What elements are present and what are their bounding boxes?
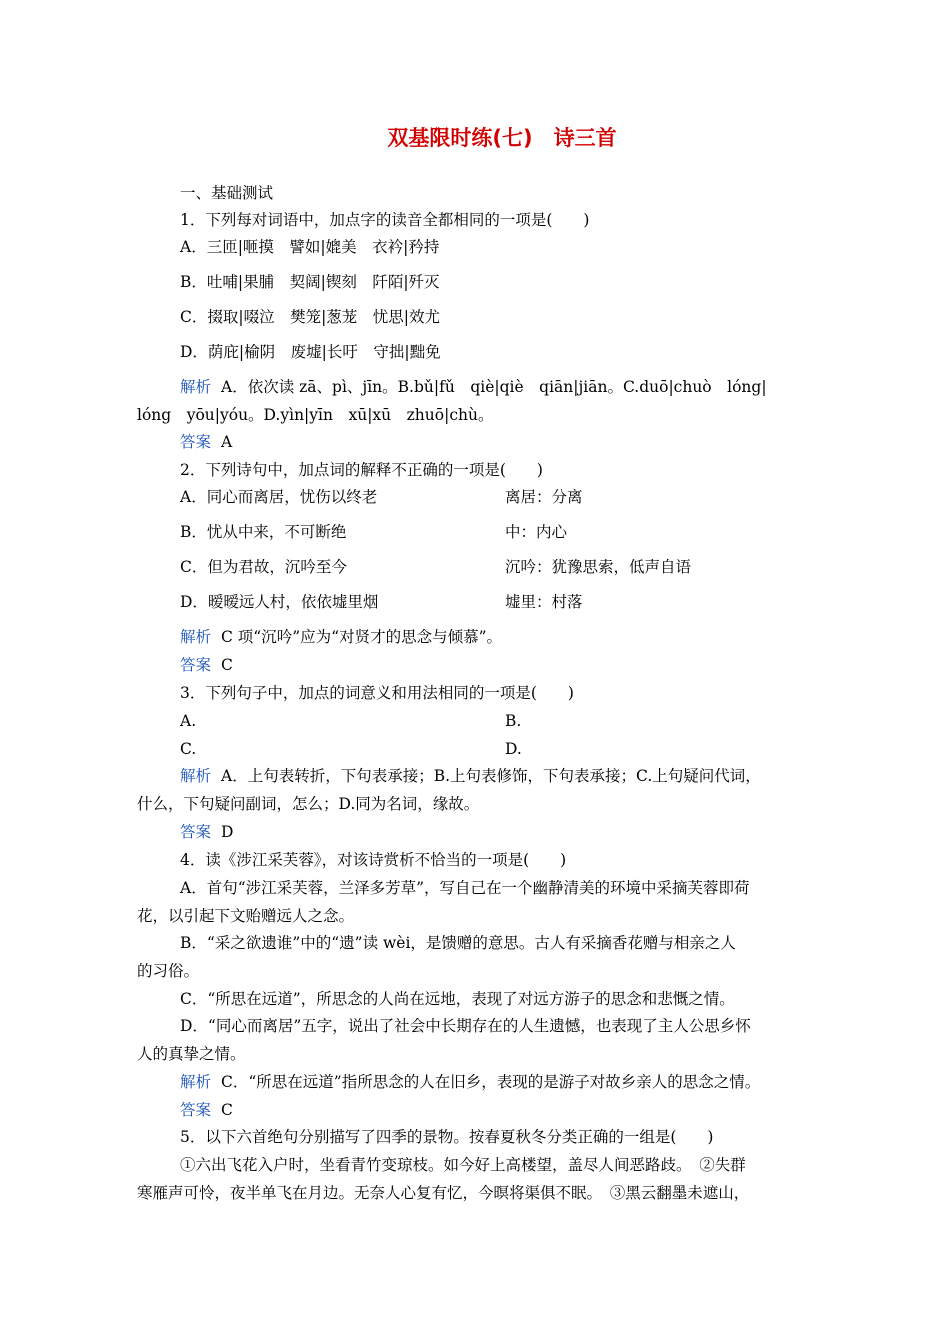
q5-stem: 5．以下六首绝句分别描写了四季的景物。按春夏秋冬分类正确的一组是( ) [180, 1128, 714, 1146]
q4-option-d: D．“同心而离居”五字，说出了社会中长期存在的人生遗憾，也表现了主人公思乡怀 [180, 1017, 751, 1035]
q4-option-a-cont: 花，以引起下文贻赠远人之念。 [137, 907, 355, 925]
q2-option-d-gloss: 墟里：村落 [505, 593, 583, 611]
q1-analysis: 解析 A．依次读 zā、pì、jīn。B.bǔ|fǔ qiè|qiè qiān|jiān。C.duō|chuò lóng| [180, 378, 767, 396]
q4-option-a: A．首句“涉江采芙蓉，兰泽多芳草”，写自己在一个幽静清美的环境中采摘芙蓉即荷 [180, 879, 750, 897]
q4-stem: 4．读《涉江采芙蓉》，对该诗赏析不恰当的一项是( ) [180, 851, 567, 869]
q3-option-d: D. [505, 740, 522, 758]
q3-option-c: C. [180, 740, 197, 758]
q3-analysis-cont: 什么，下句疑问副词，怎么；D.同为名词，缘故。 [137, 795, 480, 813]
q5-poems-line1: ①六出飞花入户时，坐看青竹变琼枝。如今好上高楼望，盖尽人间恶路歧。 ②失群 [180, 1156, 746, 1174]
q3-analysis: 解析 A．上句表转折，下句表承接；B.上句表修饰，下句表承接；C.上句疑问代词， [180, 767, 761, 785]
q4-analysis: 解析 C．“所思在远道”指所思念的人在旧乡，表现的是游子对故乡亲人的思念之情。 [180, 1073, 761, 1091]
q4-answer: 答案 C [180, 1101, 233, 1119]
q4-option-d-cont: 人的真挚之情。 [137, 1045, 246, 1063]
answer-label: 答案 [180, 433, 212, 451]
q2-option-a-gloss: 离居：分离 [505, 488, 583, 506]
page-title: 双基限时练(七) 诗三首 [387, 126, 617, 150]
q3-option-a: A. [180, 712, 197, 730]
q1-analysis-cont: lóng yōu|yóu。D.yìn|yīn xū|xū zhuō|chù。 [137, 406, 494, 424]
q2-option-b: B．忧从中来，不可断绝 [180, 523, 347, 541]
q1-stem: 1．下列每对词语中，加点字的读音全都相同的一项是( ) [180, 211, 590, 229]
q1-answer: 答案 A [180, 433, 233, 451]
q3-stem: 3．下列句子中，加点的词意义和用法相同的一项是( ) [180, 684, 574, 702]
q4-option-b: B．“采之欲遗谁”中的“遗”读 wèi，是馈赠的意思。古人有采摘香花赠与相亲之人 [180, 934, 736, 952]
q2-stem: 2．下列诗句中，加点词的解释不正确的一项是( ) [180, 461, 543, 479]
q4-option-b-cont: 的习俗。 [137, 962, 200, 980]
q2-option-a: A．同心而离居，忧伤以终老 [180, 488, 378, 506]
q2-analysis: 解析 C 项“沉吟”应为“对贤才的思念与倾慕”。 [180, 628, 502, 646]
q4-option-c: C．“所思在远道”，所思念的人尚在远地，表现了对远方游子的思念和悲慨之情。 [180, 990, 735, 1008]
q1-option-d: D．荫庇|榆阴 废墟|长吁 守拙|黜免 [180, 343, 441, 361]
q1-option-a: A．三匝|咂摸 譬如|媲美 衣衿|矜持 [180, 238, 440, 256]
analysis-label: 解析 [180, 378, 212, 396]
q1-option-b: B．吐哺|果脯 契阔|锲刻 阡陌|歼灭 [180, 273, 440, 291]
q5-poems-line2: 寒雁声可怜，夜半单飞在月边。无奈人心复有忆，今暝将渠俱不眠。 ③黑云翻墨未遮山， [137, 1184, 750, 1202]
q3-answer: 答案 D [180, 823, 234, 841]
q2-option-b-gloss: 中：内心 [505, 523, 568, 541]
q2-answer: 答案 C [180, 656, 233, 674]
q1-option-c: C．掇取|啜泣 樊笼|葱茏 忧思|效尤 [180, 308, 441, 326]
q2-option-c: C．但为君故，沉吟至今 [180, 558, 347, 576]
q3-option-b: B. [505, 712, 522, 730]
section-heading: 一、基础测试 [180, 184, 274, 202]
q2-option-d: D．暧暧远人村，依依墟里烟 [180, 593, 379, 611]
q2-option-c-gloss: 沉吟：犹豫思索，低声自语 [505, 558, 692, 576]
